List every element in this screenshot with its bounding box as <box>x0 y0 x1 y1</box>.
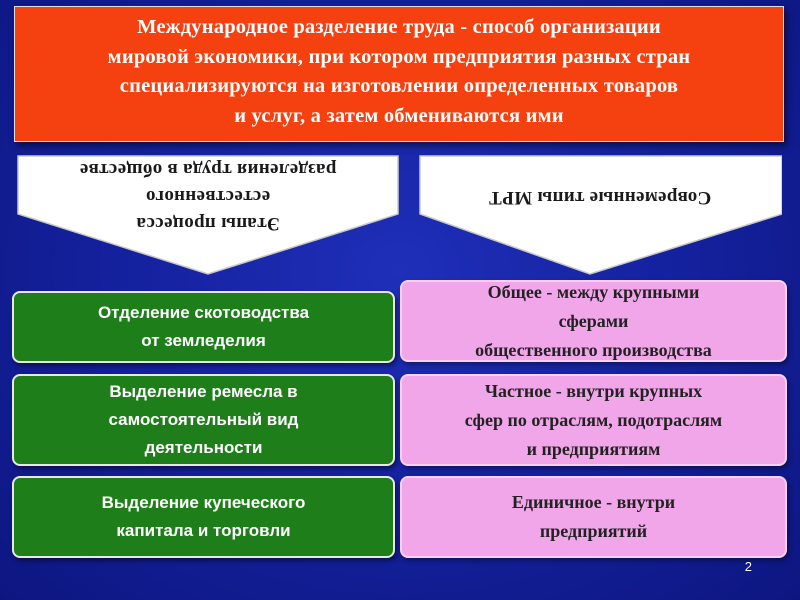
stages-header-line: разделения труда в обществе <box>79 159 337 180</box>
types-arrow-shape <box>398 150 782 278</box>
type-item-line: Единичное - внутри <box>511 492 676 512</box>
title-line: мировой экономики, при котором предприятия разных стран <box>107 45 691 68</box>
title-line: Международное разделение труда - способ организации <box>137 16 661 38</box>
stage-item-1 <box>12 291 395 363</box>
stage-item-line: деятельности <box>144 438 263 457</box>
stages-header-line: Этапы процесса <box>136 213 280 234</box>
types-header-line: Современные типы МРТ <box>488 187 712 208</box>
stage-item-line: капитала и торговли <box>116 521 291 540</box>
stage-item-line: Выделение ремесла в <box>109 382 298 401</box>
type-item-partial <box>400 374 787 466</box>
stages-header-line: естественного <box>145 186 271 207</box>
stage-item-line: самостоятельный вид <box>108 410 299 429</box>
title-banner <box>14 6 784 142</box>
types-arrow-header <box>398 150 782 278</box>
type-item-line: сфер по отраслям, подотраслям <box>464 409 723 430</box>
title-line: и услуг, а затем обмениваются ими <box>234 104 564 127</box>
type-item-line: предприятий <box>539 521 648 541</box>
type-item-line: сферами <box>558 310 629 331</box>
type-item-line: Общее - между крупными <box>487 281 700 302</box>
type-item-single <box>400 476 787 558</box>
stage-item-3 <box>12 476 395 558</box>
stage-item-line: Выделение купеческого <box>101 493 306 512</box>
type-item-line: и предприятиям <box>526 438 661 459</box>
type-item-line: Частное - внутри крупных <box>484 380 703 401</box>
stage-item-line: Отделение скотоводства <box>97 303 310 322</box>
title-line: специализируются на изготовлении определенных товаров <box>119 75 679 97</box>
stages-arrow-text <box>16 156 400 237</box>
types-arrow-text <box>408 184 792 211</box>
page-number: 2 <box>744 559 752 574</box>
type-item-general <box>400 280 787 362</box>
type-item-line: общественного производства <box>475 339 712 360</box>
stages-arrow-header <box>16 150 400 278</box>
stage-item-2 <box>12 374 395 466</box>
stage-item-line: от земледелия <box>141 331 266 350</box>
